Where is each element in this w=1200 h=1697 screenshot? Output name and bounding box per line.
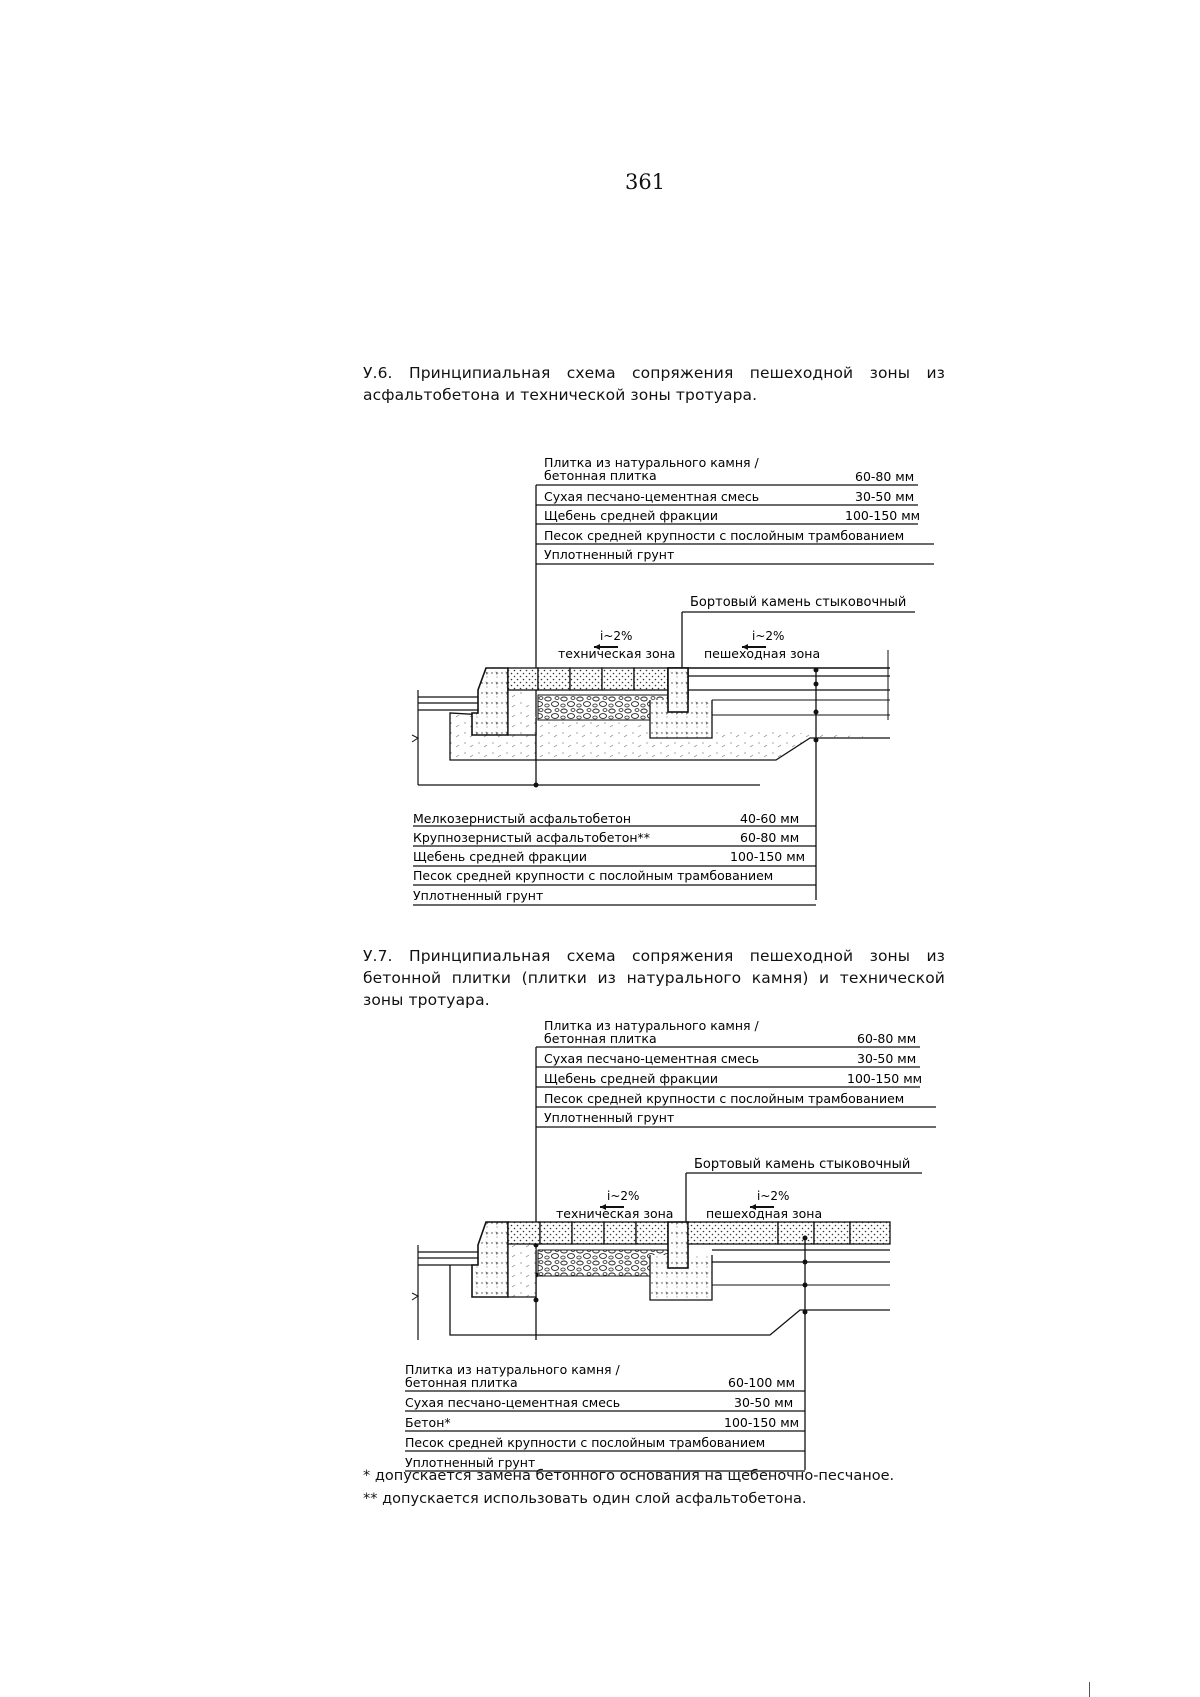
margin-mark: [1089, 1682, 1090, 1697]
figure-2-caption: У.7. Принципиальная схема сопряжения пешеходной зоны из бетонной плитки (плитки из натурального камня) и технической зоны тротуара.: [363, 947, 945, 1009]
legend-thickness: 60-80 мм: [857, 1031, 917, 1046]
legend-label: Щебень средней фракции: [544, 508, 718, 523]
zone-slope-label: i~2%: [600, 629, 633, 643]
legend-label: Плитка из натурального камня /: [544, 1018, 759, 1033]
legend-label: Песок средней крупности с послойным трамбованием: [405, 1435, 766, 1450]
figure-2-top-legend: [534, 1018, 937, 1340]
figure-2-diagram: [405, 1018, 936, 1471]
legend-label: Щебень средней фракции: [544, 1071, 718, 1086]
page-number: 361: [624, 170, 666, 194]
legend-thickness: 100-150 мм: [845, 508, 921, 523]
figure-1-caption: У.6. Принципиальная схема сопряжения пешеходной зоны из асфальтобетона и технической зоны тротуара.: [363, 364, 945, 404]
legend-label: Сухая песчано-цементная смесь: [544, 1051, 760, 1066]
legend-label: бетонная плитка: [405, 1375, 518, 1390]
legend-label: бетонная плитка: [544, 1031, 657, 1046]
legend-thickness: 30-50 мм: [734, 1395, 794, 1410]
curb-stone-label: Бортовый камень стыковочный: [694, 1157, 911, 1172]
technical-zone-label: техническая зона: [558, 646, 676, 661]
figure-1-diagram: [412, 455, 934, 905]
legend-label: Бетон*: [405, 1415, 451, 1430]
pedestrian-zone-label: пешеходная зона: [706, 1206, 823, 1221]
legend-thickness: 30-50 мм: [855, 489, 915, 504]
figure-1-bottom-legend: [413, 811, 816, 905]
legend-thickness: 100-150 мм: [724, 1415, 800, 1430]
legend-label: Мелкозернистый асфальтобетон: [413, 811, 632, 826]
legend-label: Плитка из натурального камня /: [544, 455, 759, 470]
legend-label: Плитка из натурального камня /: [405, 1362, 620, 1377]
technical-zone-label: техническая зона: [556, 1206, 674, 1221]
legend-label: Щебень средней фракции: [413, 849, 587, 864]
legend-thickness: 100-150 мм: [730, 849, 806, 864]
zone-slope-label: i~2%: [757, 1189, 790, 1203]
legend-thickness: 60-80 мм: [855, 469, 915, 484]
legend-label: Уплотненный грунт: [544, 547, 675, 562]
legend-thickness: 60-100 мм: [728, 1375, 796, 1390]
legend-label: Уплотненный грунт: [405, 1455, 536, 1470]
legend-thickness: 40-60 мм: [740, 811, 800, 826]
legend-label: Песок средней крупности с послойным трамбованием: [413, 868, 774, 883]
pedestrian-zone-label: пешеходная зона: [704, 646, 821, 661]
footnote: * допускается замена бетонного основания на щебеночно-песчаное.: [363, 1468, 895, 1484]
legend-label: Крупнозернистый асфальтобетон**: [413, 830, 651, 845]
legend-label: Сухая песчано-цементная смесь: [405, 1395, 621, 1410]
legend-label: Уплотненный грунт: [413, 888, 544, 903]
figure-2-bottom-legend: [405, 1362, 805, 1471]
legend-label: Сухая песчано-цементная смесь: [544, 489, 760, 504]
legend-label: Песок средней крупности с послойным трамбованием: [544, 1091, 905, 1106]
zone-slope-label: i~2%: [752, 629, 785, 643]
curb-stone-label: Бортовый камень стыковочный: [690, 595, 907, 610]
legend-thickness: 60-80 мм: [740, 830, 800, 845]
zone-slope-label: i~2%: [607, 1189, 640, 1203]
legend-thickness: 30-50 мм: [857, 1051, 917, 1066]
footnote: ** допускается использовать один слой асфальтобетона.: [363, 1491, 807, 1507]
footnotes: [363, 1465, 894, 1511]
legend-thickness: 100-150 мм: [847, 1071, 923, 1086]
legend-label: бетонная плитка: [544, 468, 657, 483]
legend-label: Песок средней крупности с послойным трамбованием: [544, 528, 905, 543]
legend-label: Уплотненный грунт: [544, 1110, 675, 1125]
